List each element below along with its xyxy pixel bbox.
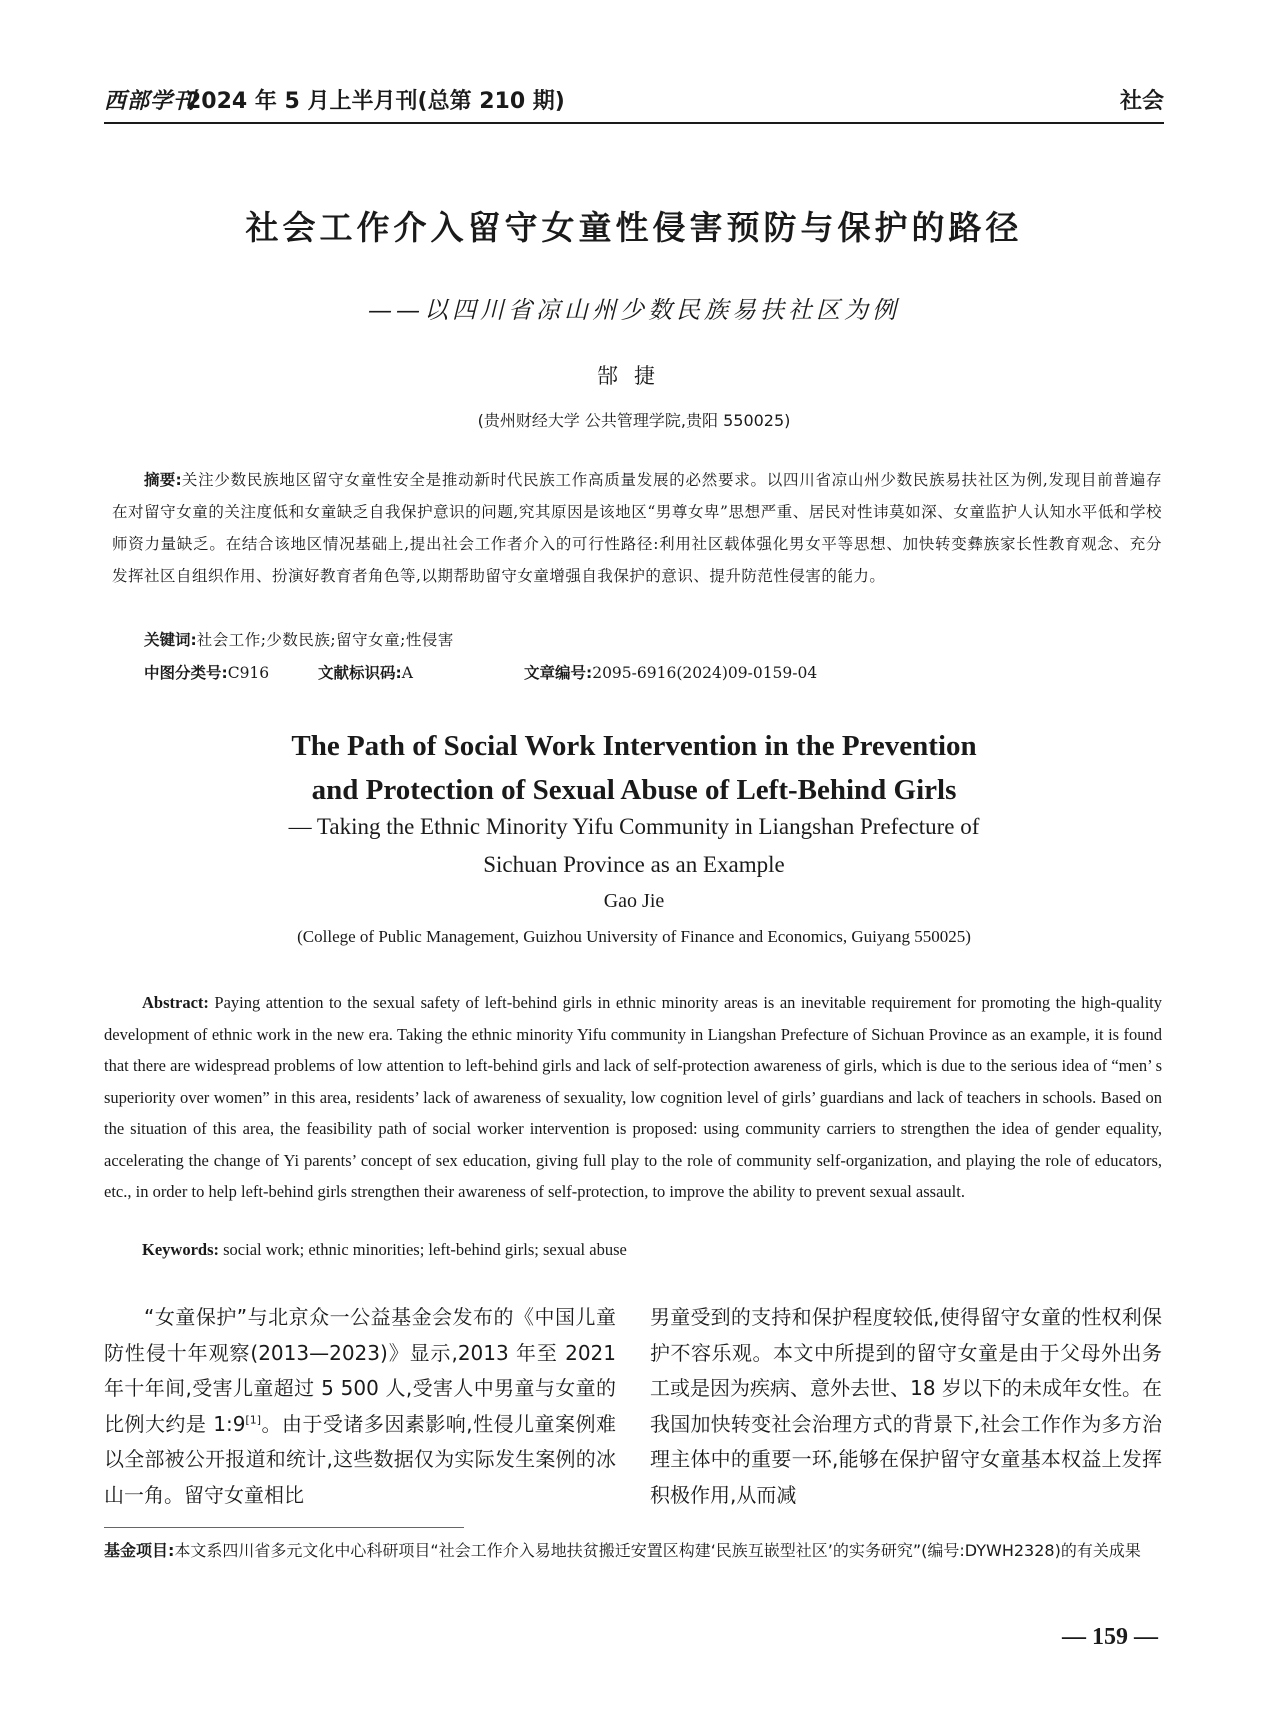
funding-text: 本文系四川省多元文化中心科研项目“社会工作介入易地扶贫搬迁安置区构建‘民族互嵌型社区’的实务研究”(编号:DYWH2328)的有关成果 [174, 1541, 1141, 1560]
chinese-abstract-text: 关注少数民族地区留守女童性安全是推动新时代民族工作高质量发展的必然要求。以四川省凉山州少数民族易扶社区为例,发现目前普遍存在对留守女童的关注度低和女童缺乏自我保护意识的问题,究其原因是该地区“男尊女卑”思想严重、居民对性讳莫如深、女童监护人认知水平低和学校师资力量缺乏。在结合该地区情况基础上,提出社会工作者介入的可行性路径:利用社区载体强化男女平等思想、加快转变彝族家长性教育观念、充分发挥社区自组织作用、扮演好教育者角色等,以期帮助留守女童增强自我保护的意识、提升防范性侵害的能力。 [112, 471, 1162, 585]
header-rule [104, 122, 1164, 124]
english-affiliation: (College of Public Management, Guizhou University of Finance and Economics, Guiyang 550025) [297, 927, 971, 946]
english-title-line2: and Protection of Sexual Abuse of Left-Behind Girls [311, 774, 957, 806]
body-text [104, 1300, 1162, 1510]
clc-field [144, 661, 269, 683]
section-name: 社会 [1119, 89, 1164, 114]
page-number: — 159 — [1062, 1624, 1158, 1650]
doc-code-label: 文献标识码: [318, 664, 402, 682]
body-right-column: 男童受到的支持和保护程度较低,使得留守女童的性权利保护不容乐观。本文中所提到的留守女童是由于父母外出务工或是因为疾病、意外去世、18 岁以下的未成年女性。在我国加快转变社会治理方式的背景下,社会工作作为多方治理主体中的重要一环,能够在保护留守女童基本权益上发挥积极作用,从而减 [650, 1305, 1162, 1507]
citation-ref: [1] [245, 1412, 262, 1426]
chinese-keywords [144, 628, 454, 650]
clc-value: C916 [227, 664, 270, 682]
body-left-text-2: 。由于受诸多因素影响,性侵儿童案例难以全部被公开报道和统计,这些数据仅为实际发生案例的冰山一角。留守女童相比 [104, 1411, 616, 1507]
footnote-rule [104, 1527, 464, 1528]
chinese-title: 社会工作介入留守女童性侵害预防与保护的路径 [245, 208, 1023, 247]
article-no-field [524, 661, 817, 683]
english-title-line1: The Path of Social Work Intervention in the Prevention [291, 730, 977, 762]
issue-info: 2024 年 5 月上半月刊(总第 210 期) [186, 89, 565, 114]
english-abstract-label: Abstract: [142, 993, 209, 1012]
chinese-keywords-label: 关键词: [144, 631, 197, 649]
doc-code-field [318, 661, 413, 683]
journal-logo: 西部学刊 [104, 88, 197, 114]
chinese-affiliation: (贵州财经大学 公共管理学院,贵阳 550025) [477, 411, 791, 430]
funding-label: 基金项目: [104, 1541, 175, 1560]
chinese-author: 郜捷 [597, 364, 671, 388]
english-subtitle-line1: — Taking the Ethnic Minority Yifu Community in Liangshan Prefecture of [288, 814, 980, 839]
english-subtitle-line2: Sichuan Province as an Example [483, 852, 785, 877]
article-no-label: 文章编号: [524, 664, 593, 682]
running-header [104, 84, 1164, 118]
chinese-abstract [112, 464, 1162, 592]
english-title [0, 724, 1268, 812]
chinese-subtitle: ——以四川省凉山州少数民族易扶社区为例 [368, 296, 900, 324]
body-left-text-1: “女童保护”与北京众一公益基金会发布的《中国儿童防性侵十年观察(2013—2023)》显示,2013 年至 2021 年十年间,受害儿童超过 5 500 人,受害人中男童与女童的比例大约是 1:9 [104, 1305, 616, 1436]
english-abstract-text: Paying attention to the sexual safety of left-behind girls in ethnic minority areas is an inevitable requirement for promoting the high-quality development of ethnic work in the new era. Taking the ethnic minority Yifu community in Liangshan Prefecture of Sichuan Province as an example, it is found that there are widespread problems of low attention to left-behind girls and lack of self-protection awareness of girls, which is due to the serious idea of “men’ s superiority over women” in this area, residents’ lack of awareness of sexuality, low cognition level of girls’ guardians and lack of teachers in schools. Based on the situation of this area, the feasibility path of social worker intervention is proposed: using community carriers to strengthen the idea of gender equality, accelerating the change of Yi parents’ concept of sex education, giving full play to the role of community self-organization, and playing the role of educators, etc., in order to help left-behind girls strengthen their awareness of self-protection, to improve the ability to prevent sexual assault. [104, 993, 1162, 1201]
chinese-abstract-label: 摘要: [144, 471, 182, 489]
funding-footnote [104, 1537, 1162, 1565]
english-abstract [104, 987, 1162, 1208]
doc-code-value: A [401, 664, 413, 682]
english-keywords-text: social work; ethnic minorities; left-behind girls; sexual abuse [223, 1240, 627, 1259]
clc-label: 中图分类号: [144, 664, 228, 682]
english-keywords-label: Keywords: [142, 1240, 219, 1259]
body-left-column [104, 1300, 616, 1513]
article-no-value: 2095-6916(2024)09-0159-04 [592, 664, 818, 682]
chinese-keywords-text: 社会工作;少数民族;留守女童;性侵害 [196, 631, 454, 649]
english-keywords [142, 1240, 627, 1260]
english-author: Gao Jie [603, 890, 665, 912]
english-subtitle [0, 808, 1268, 884]
